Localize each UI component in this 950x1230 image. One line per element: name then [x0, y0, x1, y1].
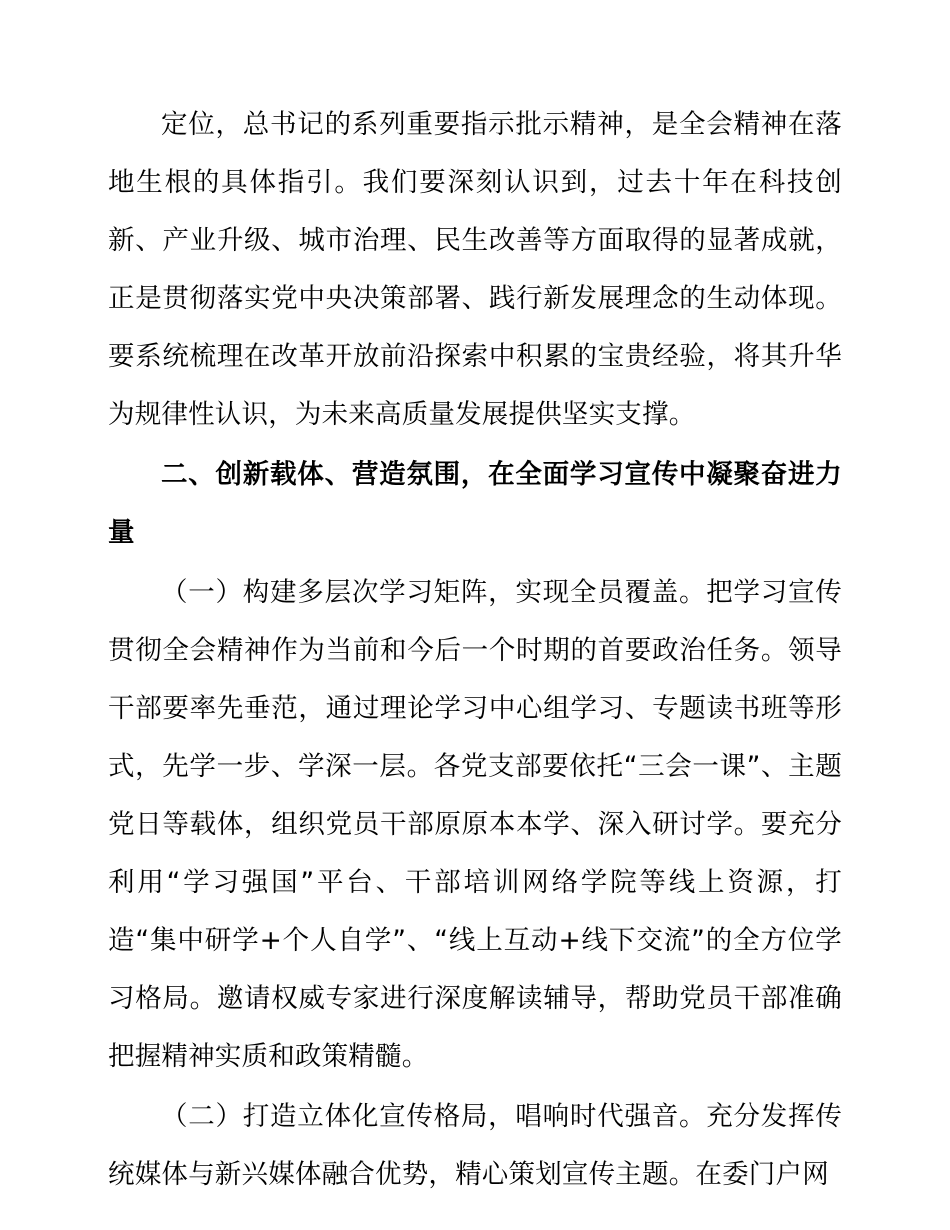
paragraph-3: （二）打造立体化宣传格局，唱响时代强音。充分发挥传统媒体与新兴媒体融合优势，精心策划宣传主题。在委门户网	[108, 1101, 842, 1190]
document-body	[108, 96, 842, 1204]
section-heading-2: 二、创新载体、营造氛围，在全面学习宣传中凝聚奋进力量	[108, 459, 842, 548]
paragraph-2: （一）构建多层次学习矩阵，实现全员覆盖。把学习宣传贯彻全会精神作为当前和今后一个时期的首要政治任务。领导干部要率先垂范，通过理论学习中心组学习、专题读书班等形式，先学一步、学深一层。各党支部要依托“三会一课”、主题党日等载体，组织党员干部原原本本学、深入研讨学。要充分利用“学习强国”平台、干部培训网络学院等线上资源，打造“集中研学+个人自学”、“线上互动+线下交流”的全方位学习格局。邀请权威专家进行深度解读辅导，帮助党员干部准确把握精神实质和政策精髓。	[108, 577, 842, 1072]
paragraph-1: 定位，总书记的系列重要指示批示精神，是全会精神在落地生根的具体指引。我们要深刻认识到，过去十年在科技创新、产业升级、城市治理、民生改善等方面取得的显著成就，正是贯彻落实党中央决策部署、践行新发展理念的生动体现。要系统梳理在改革开放前沿探索中积累的宝贵经验，将其升华为规律性认识，为未来高质量发展提供坚实支撑。	[108, 109, 842, 430]
